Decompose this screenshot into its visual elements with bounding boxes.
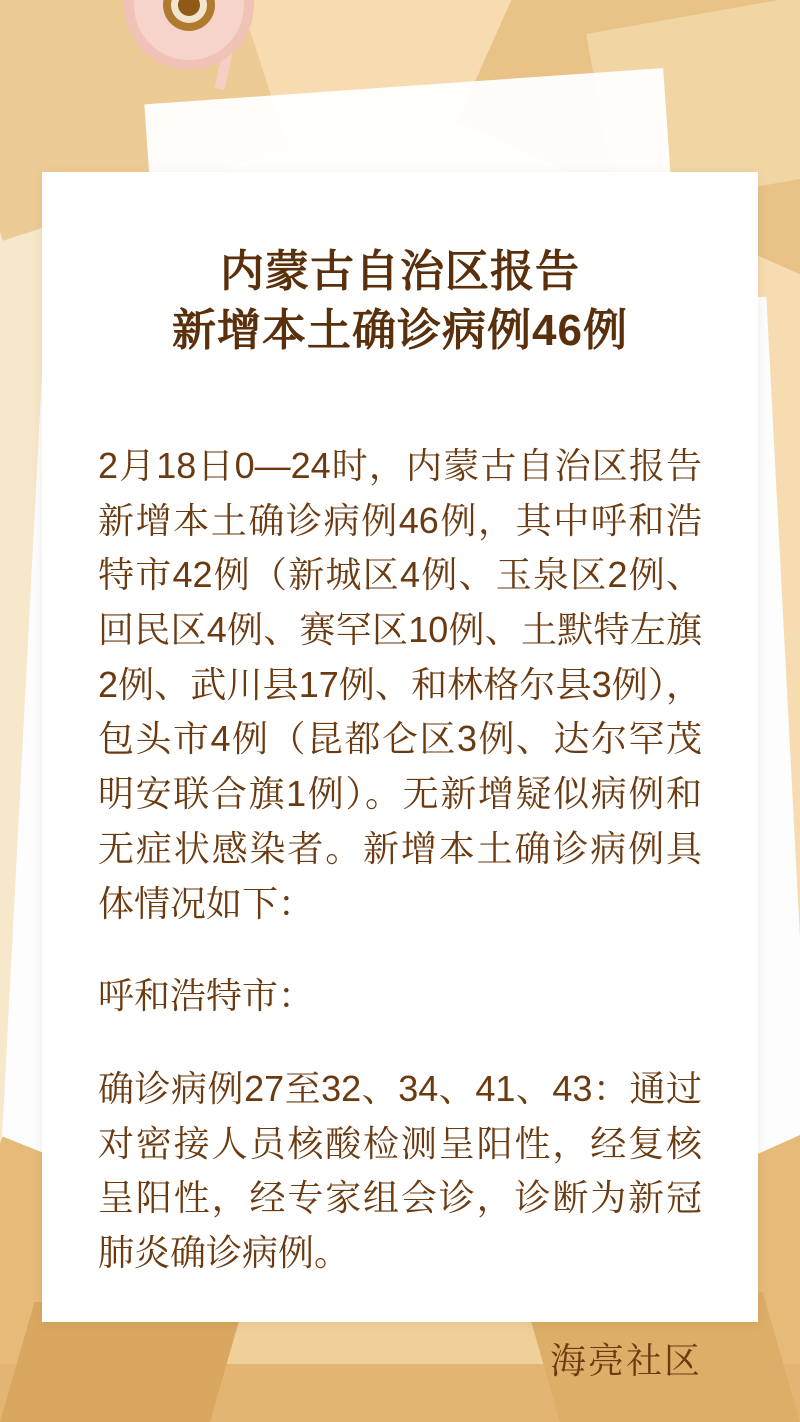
announcement-body [98, 439, 702, 1281]
page-title-line-1: 内蒙古自治区报告 [220, 247, 580, 296]
medal-inner-ring [163, 0, 215, 31]
body-paragraph-1: 2月18日0—24时，内蒙古自治区报告新增本土确诊病例46例，其中呼和浩特市42例（新城区4例、玉泉区2例、回民区4例、赛罕区10例、土默特左旗2例、武川县17例、和林格尔县3例），包头市4例（昆都仑区3例、达尔罕茂明安联合旗1例）。无新增疑似病例和无症状感染者。新增本土确诊病例具体情况如下： [98, 444, 702, 924]
signature: 海亮社区 [549, 1339, 702, 1381]
medal-center-dot [178, 0, 200, 16]
page-title-line-2: 新增本土确诊病例46例 [172, 306, 628, 356]
body-paragraph-3: 确诊病例27至32、34、41、43：通过对密接人员核酸检测呈阳性，经复核呈阳性，经专家组会诊，诊断为新冠肺炎确诊病例。 [98, 1067, 702, 1274]
announcement-card [42, 172, 758, 1381]
body-paragraph-2: 呼和浩特市： [98, 975, 315, 1017]
page-title [98, 242, 702, 361]
